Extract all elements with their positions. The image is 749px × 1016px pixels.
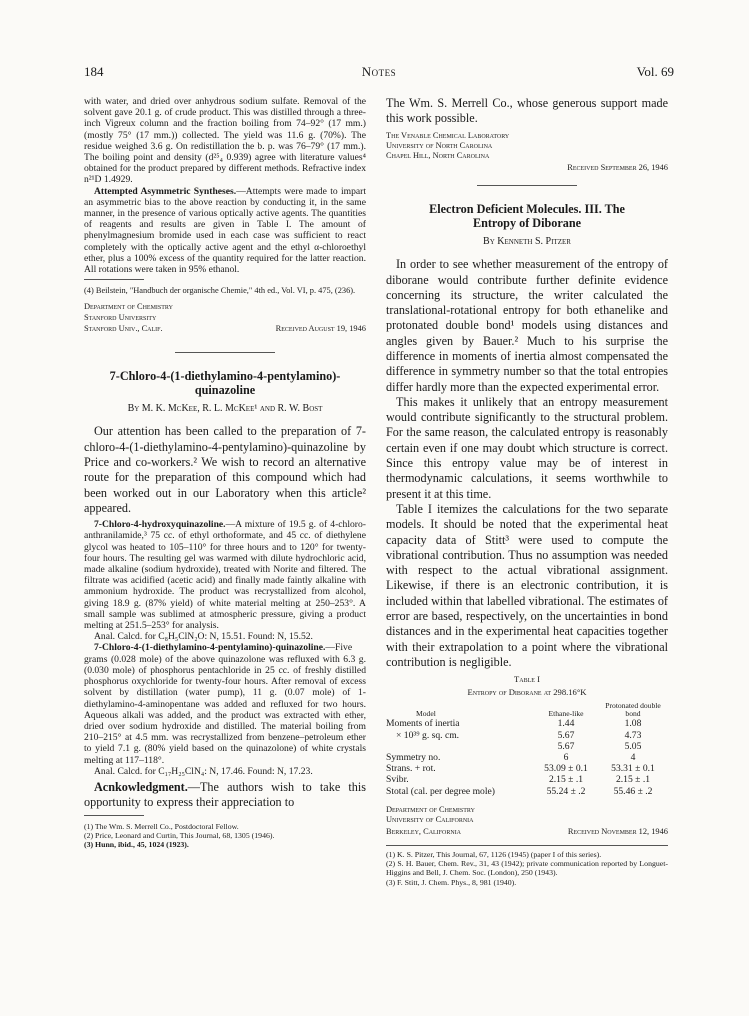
footnote: (4) Beilstein, "Handbuch der organische Chemie," 4th ed., Vol. VI, p. 475, (236). [84,286,356,296]
entropy-table [386,702,668,797]
left-column [84,96,366,849]
address-line: Department of Chemistry [84,302,173,312]
section-divider [175,352,275,353]
received-line [84,323,366,334]
footnote: (2) Price, Leonard and Curtin, This Journal, 68, 1305 (1946). [84,830,275,840]
cell: 53.31 ± 0.1 [611,763,655,775]
paragraph: Our attention has been called to the preparation of 7-chloro-4-(1-diethylamino-4-pentylamino)-quinazoline by Price and co-workers.² We wish to record an alternative route for the preparation of this compound which had been worked out in our Laboratory when this article² appeared. [84,424,366,515]
table-row [386,752,668,763]
table-row [386,786,668,797]
paragraph: The Wm. S. Merrell Co., whose generous support made this work possible. [386,96,668,126]
table-row [386,774,668,785]
footnote: (3) Hunn, ibid., 45, 1024 (1923). [84,839,189,849]
cell: 53.09 ± 0.1 [544,763,588,775]
address-line: The Venable Chemical Laboratory [386,130,510,140]
article-title: 7-Chloro-4-(1-diethylamino-4-pentylamino)-quinazoline [109,369,341,398]
right-column [386,96,668,887]
footnote: (2) S. H. Bauer, Chem. Rev., 31, 43 (1942); private communication reported by Longuet-Higgins and Bell, J. Chem. Soc. (London), 250 (1943). [386,859,668,878]
paragraph-body: —The authors wish to take this opportunity to express their appreciation to [84,779,366,810]
received-date: Received August 19, 1946 [275,324,366,334]
row-label: Symmetry no. [386,752,441,764]
received-date: Received November 12, 1946 [567,826,668,836]
table-header: Protonated double bond [605,700,661,719]
footnote-rule [84,815,144,816]
paragraph-heading: Attempted Asymmetric Syntheses. [94,185,237,197]
volume-label: Vol. 69 [636,64,674,79]
table-subtitle: Entropy of Diborane at 298.16°K [467,687,587,698]
analysis-line: Anal. Calcd. for C₁₇H₂₅ClN₄: N, 17.46. Found: N, 17.23. [94,765,313,777]
address-line: Department of Chemistry [386,804,475,814]
article-byline: By Kenneth S. Pitzer [483,236,571,248]
footnote-rule [386,845,668,846]
address-line: Stanford Univ., Calif. [84,324,163,334]
address-line: Chapel Hill, North Carolina [386,151,490,161]
table-title: Table I [514,674,540,685]
row-label: Strans. + rot. [386,763,436,775]
running-title: Notes [361,64,397,79]
cell: 55.24 ± .2 [546,785,586,797]
address-line: University of North Carolina [386,141,493,150]
paragraph [84,642,366,765]
address-line: University of California [386,815,474,825]
footnote-rule [84,279,144,280]
cell: 4.73 [624,729,642,741]
received-line [386,826,668,837]
cell: 1.08 [624,718,642,730]
page-number: 184 [84,64,104,79]
received-date: Received September 26, 1946 [567,162,668,172]
article-title: Entropy of Diborane [472,216,582,231]
cell: 5.05 [624,740,642,752]
cell: 55.46 ± .2 [613,785,653,797]
cell: 2.15 ± .1 [615,774,651,786]
paragraph-body: —Attempts were made to impart an asymmetric bias to the above reaction by conducting it, in the same manner, in the presence of various optically active agents. The quantities of reagents and results are given in Table I. The amount of phenylmagnesium bromide used in each case was sufficient to react completely with the optically active agent and the ethyl α-chloroethyl ether, plus a 100% excess of the quantity required for the latter reaction. All rotations were taken in 95% ethanol. [84,185,366,276]
paragraph: with water, and dried over anhydrous sodium sulfate. Removal of the solvent gave 20.1 g. of crude product. This was distilled through a three-inch Vigreux column and the fraction boiling from 74–92° (17 mm.) (mostly 75° (17 mm.)) collected. The yield was 11.6 g. (70%). The residue weighed 3.6 g. On redistillation the b. p. was 76–79° (17 mm.). The boiling point and density (d²⁵₄ 0.939) agree with literature values⁴ obtained for the product prepared by different methods. Refractive index n²¹D 1.4929. [84,96,366,186]
row-label: Stotal (cal. per degree mole) [386,785,495,797]
article-title: Electron Deficient Molecules. III. The [429,202,625,217]
paragraph [84,519,366,631]
paragraph-heading: Acnkowledgment. [94,779,188,794]
table-row [386,718,668,729]
analysis-line: Anal. Calcd. for C₈H₅ClN₂O: N, 15.51. Found: N, 15.52. [94,631,313,643]
footnote: (1) The Wm. S. Merrell Co., Postdoctoral Fellow. [84,821,239,831]
row-label: Moments of inertia [386,718,460,730]
table-row [386,763,668,774]
address-line: Stanford University [84,312,157,322]
cell: 6 [563,752,569,764]
paragraph-heading: 7-Chloro-4-hydroxyquinazoline. [94,519,226,531]
row-label: × 10³⁹ g. sq. cm. [396,729,460,741]
table-header: Model [416,709,436,719]
paragraph-body: —A mixture of 19.5 g. of 4-chloro-anthranilamide,³ 75 cc. of ethyl orthoformate, and 45 cc. of diethylene glycol was heated to 105–110° for three hours and to 120° for twenty-four hours. The resulting gel was warmed with dilute hydrochloric acid, made alkaline (sodium hydroxide), treated with Norite and filtered. The filtrate was acidified (acetic acid) and finally made faintly alkaline with ammonium hydroxide. The product was recrystallized from alcohol, giving 18.9 g. (87% yield) of white material melting at 250–253°. A small sample was sublimed at atmospheric pressure, giving a product melting at 251.5–253° for analysis. [84,519,366,632]
table-row [386,730,668,741]
address-line: Berkeley, California [386,826,462,836]
paragraph: In order to see whether measurement of the entropy of diborane would contribute further definite evidence concerning its structure, the writer calculated the translational-rotational entropy for both ethanelike and protonated double bond¹ models using distances and angles given by Bauer.² Much to his surprise the difference in moments of inertia almost compensated the difference in symmetry number so that the total entropies differ hardly more than the expected experimental error. [386,257,668,394]
cell: 4 [630,752,636,764]
table-header: Ethane-like [548,709,584,719]
article-byline: By M. K. McKee, R. L. McKee¹ and R. W. Bost [127,403,323,415]
cell: 1.44 [557,718,575,730]
row-label: Svibr. [386,774,409,786]
table-row [386,741,668,752]
paragraph [84,780,366,811]
cell: 5.67 [557,729,575,741]
footnote: (3) F. Stitt, J. Chem. Phys., 8, 981 (1940). [386,877,517,887]
page-header [84,64,674,80]
section-divider [477,185,577,186]
footnote: (1) K. S. Pitzer, This Journal, 67, 1126 (1945) (paper I of this series). [386,849,602,859]
paragraph-body: —Five grams (0.028 mole) of the above quinazolone was refluxed with 6.3 g. (0.030 mole) of phosphorus pentachloride in 25 cc. of freshly distilled phosphorus oxychloride for twenty-four hours. After removal of excess solvent by distillation (water pump), 11 g. (0.07 mole) of 1-diethylamino-4-aminopentane was added and refluxed for two hours. Aqueous alkali was added, and the product was extracted with ether, dried over sodium hydroxide and distilled. The material boiling from 210–215° at 4.5 mm. was recrystallized from benzene–petroleum ether to yield 7.1 g. (80% yield based on the quinazolone) of white crystals melting at 117–118°. [84,642,366,766]
cell: 2.15 ± .1 [548,774,584,786]
paragraph: Table I itemizes the calculations for the two separate models. It should be noted that the experimental heat capacity data of Stitt³ were used to compute the vibrational contribution. Thus no assumption was needed with respect to the actual vibrational assignment. Likewise, if there is an electronic contribution, it is included within that labelled vibrational. The estimates of error are based, respectively, on the uncertainties in bond distances and in the experimental heat capacities together with their extrapolation to a point where the vibrational contribution is negligible. [386,501,668,669]
row-label [386,741,534,752]
paragraph: This makes it unlikely that an entropy measurement would contribute significantly to the structural problem. For the same reason, the calculated entropy is reasonably certain even if one may doubt which structure is correct. Since this entropy value may be of interest in thermodynamic calculations, it seems worthwhile to present it at this time. [386,394,668,501]
cell: 5.67 [557,740,575,752]
paragraph-heading: 7-Chloro-4-(1-diethylamino-4-pentylamino)-quinazoline. [94,642,326,654]
paragraph [84,186,366,276]
